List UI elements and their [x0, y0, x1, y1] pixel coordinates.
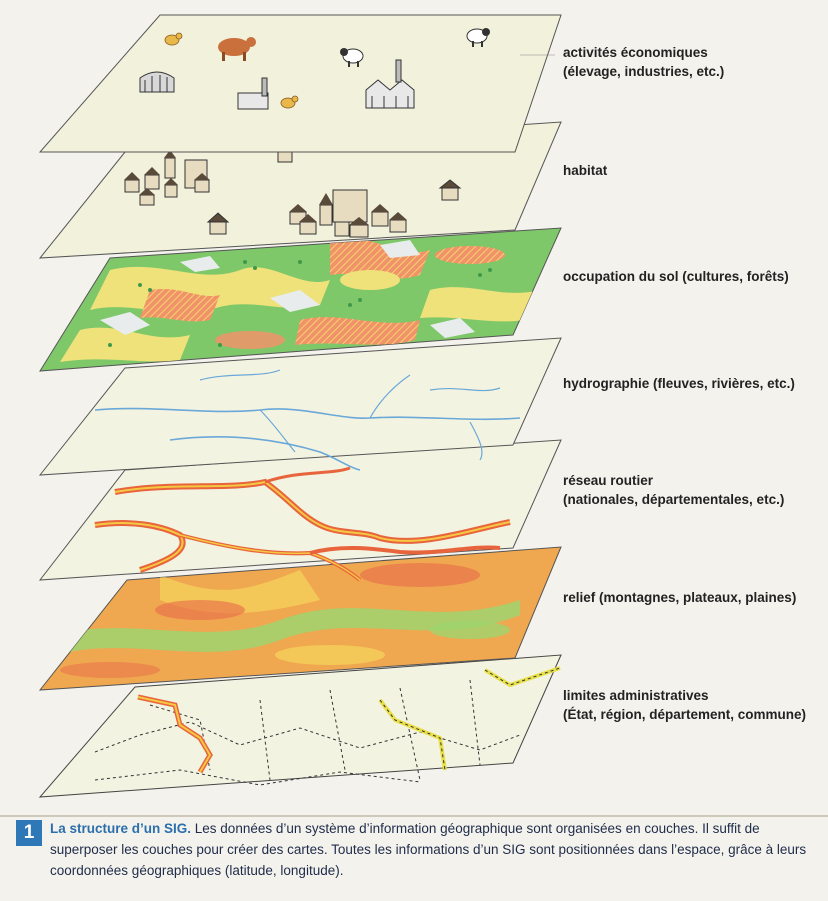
label-eco	[563, 43, 825, 81]
label-hydro-line1: hydrographie (fleuves, rivières, etc.)	[563, 376, 795, 391]
caption-title: La structure d’un SIG.	[50, 821, 192, 836]
label-routes	[563, 471, 825, 509]
label-routes-line1: réseau routier	[563, 473, 654, 488]
label-eco-line2: (élevage, industries, etc.)	[563, 64, 725, 79]
label-habitat-line1: habitat	[563, 163, 608, 178]
label-eco-line1: activités économiques	[563, 45, 708, 60]
caption-text	[50, 818, 822, 881]
barn-icon	[140, 72, 174, 92]
label-sol	[563, 267, 825, 286]
label-admin-line2: (État, région, département, commune)	[563, 707, 807, 722]
caption-body: Les données d’un système d’information géographique sont organisées en couches. Il suffit de superposer les couches pour créer des cartes. Toutes les informations d’un SIG sont positionnées dans l’espace, grâce à leurs coordonnées géographiques (latitude, longitude).	[50, 821, 807, 878]
label-hydro	[563, 374, 825, 393]
label-admin	[563, 686, 825, 724]
label-habitat	[563, 161, 825, 180]
label-sol-line1: occupation du sol (cultures, forêts)	[563, 269, 789, 284]
label-admin-line1: limites administratives	[563, 688, 709, 703]
label-relief	[563, 588, 825, 607]
figure-number-badge: 1	[16, 820, 42, 846]
caption-divider	[0, 815, 828, 817]
layer-eco	[40, 15, 561, 152]
label-routes-line2: (nationales, départementales, etc.)	[563, 492, 785, 507]
label-relief-line1: relief (montagnes, plateaux, plaines)	[563, 590, 797, 605]
